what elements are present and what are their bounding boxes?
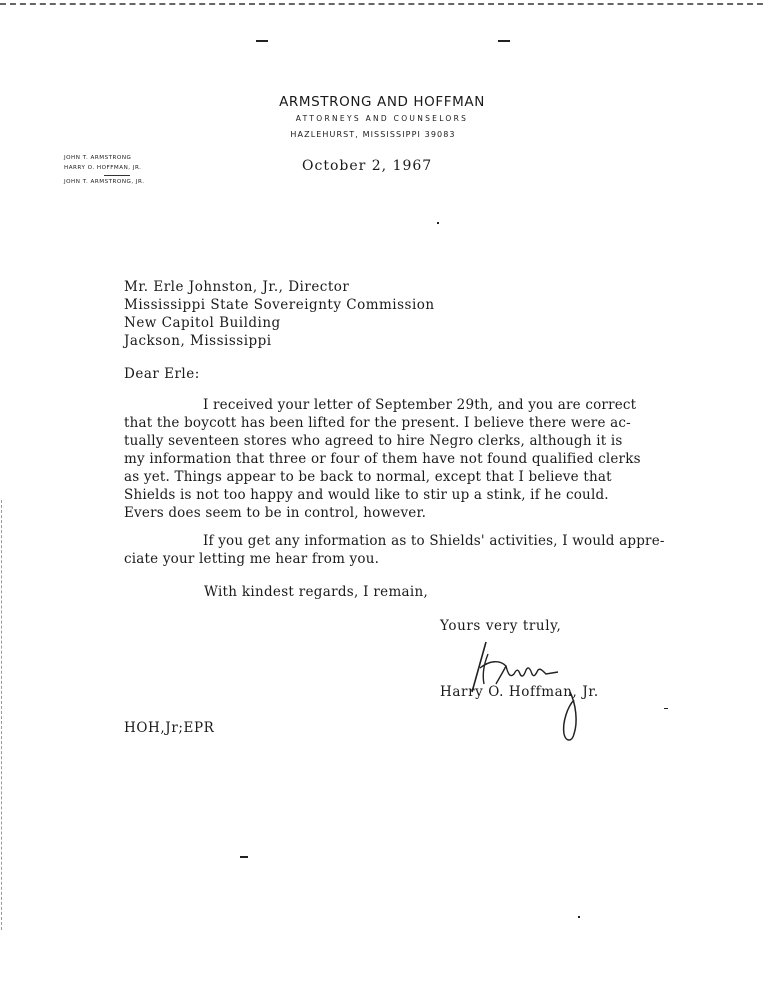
partner-list: [64, 153, 204, 187]
partner-name: JOHN T. ARMSTRONG, JR.: [64, 179, 145, 185]
firm-name: ARMSTRONG AND HOFFMAN: [279, 94, 485, 110]
scan-speck: [664, 708, 668, 709]
signer-name: Harry O. Hoffman, Jr.: [440, 684, 599, 700]
reference-initials: HOH,Jr;EPR: [124, 720, 215, 736]
paragraph-line: If you get any information as to Shields' activities, I would appre-: [203, 533, 665, 549]
scan-speck: [240, 856, 248, 858]
salutation: Dear Erle:: [124, 366, 200, 382]
closing-line: With kindest regards, I remain,: [204, 584, 429, 600]
firm-subtitle: ATTORNEYS AND COUNSELORS: [295, 114, 469, 123]
address-line: Mississippi State Sovereignty Commission: [124, 297, 435, 313]
scan-speck: [437, 222, 439, 224]
paragraph-line: ciate your letting me hear from you.: [124, 551, 380, 567]
scan-speck: [578, 916, 580, 918]
paragraph-line: my information that three or four of them have not found qualified clerks: [124, 451, 641, 467]
scan-speck: [256, 40, 268, 42]
body-paragraph-1: [124, 396, 641, 522]
scan-edge-left: [1, 500, 2, 930]
paragraph-line: as yet. Things appear to be back to normal, except that I believe that: [124, 469, 612, 485]
address-line: New Capitol Building: [124, 315, 281, 331]
address-line: Jackson, Mississippi: [124, 333, 272, 349]
paragraph-line: that the boycott has been lifted for the present. I believe there were ac-: [124, 415, 631, 431]
partner-name: HARRY O. HOFFMAN, JR.: [64, 165, 142, 171]
paragraph-line: tually seventeen stores who agreed to hire Negro clerks, although it is: [124, 433, 623, 449]
partner-divider: [104, 175, 130, 176]
body-paragraph-2: [124, 532, 665, 568]
recipient-address: [124, 278, 435, 350]
scan-edge-top: [0, 3, 763, 5]
letter-date: October 2, 1967: [302, 158, 433, 174]
scan-speck: [498, 40, 510, 42]
paragraph-line: Evers does seem to be in control, however.: [124, 505, 427, 521]
paragraph-line: Shields is not too happy and would like to stir up a stink, if he could.: [124, 487, 609, 503]
address-line: Mr. Erle Johnston, Jr., Director: [124, 279, 350, 295]
partner-name: JOHN T. ARMSTRONG: [64, 155, 132, 161]
paragraph-line: I received your letter of September 29th, and you are correct: [203, 397, 637, 413]
complimentary-close: Yours very truly,: [440, 618, 562, 634]
firm-address: HAZLEHURST, MISSISSIPPI 39083: [290, 130, 456, 139]
